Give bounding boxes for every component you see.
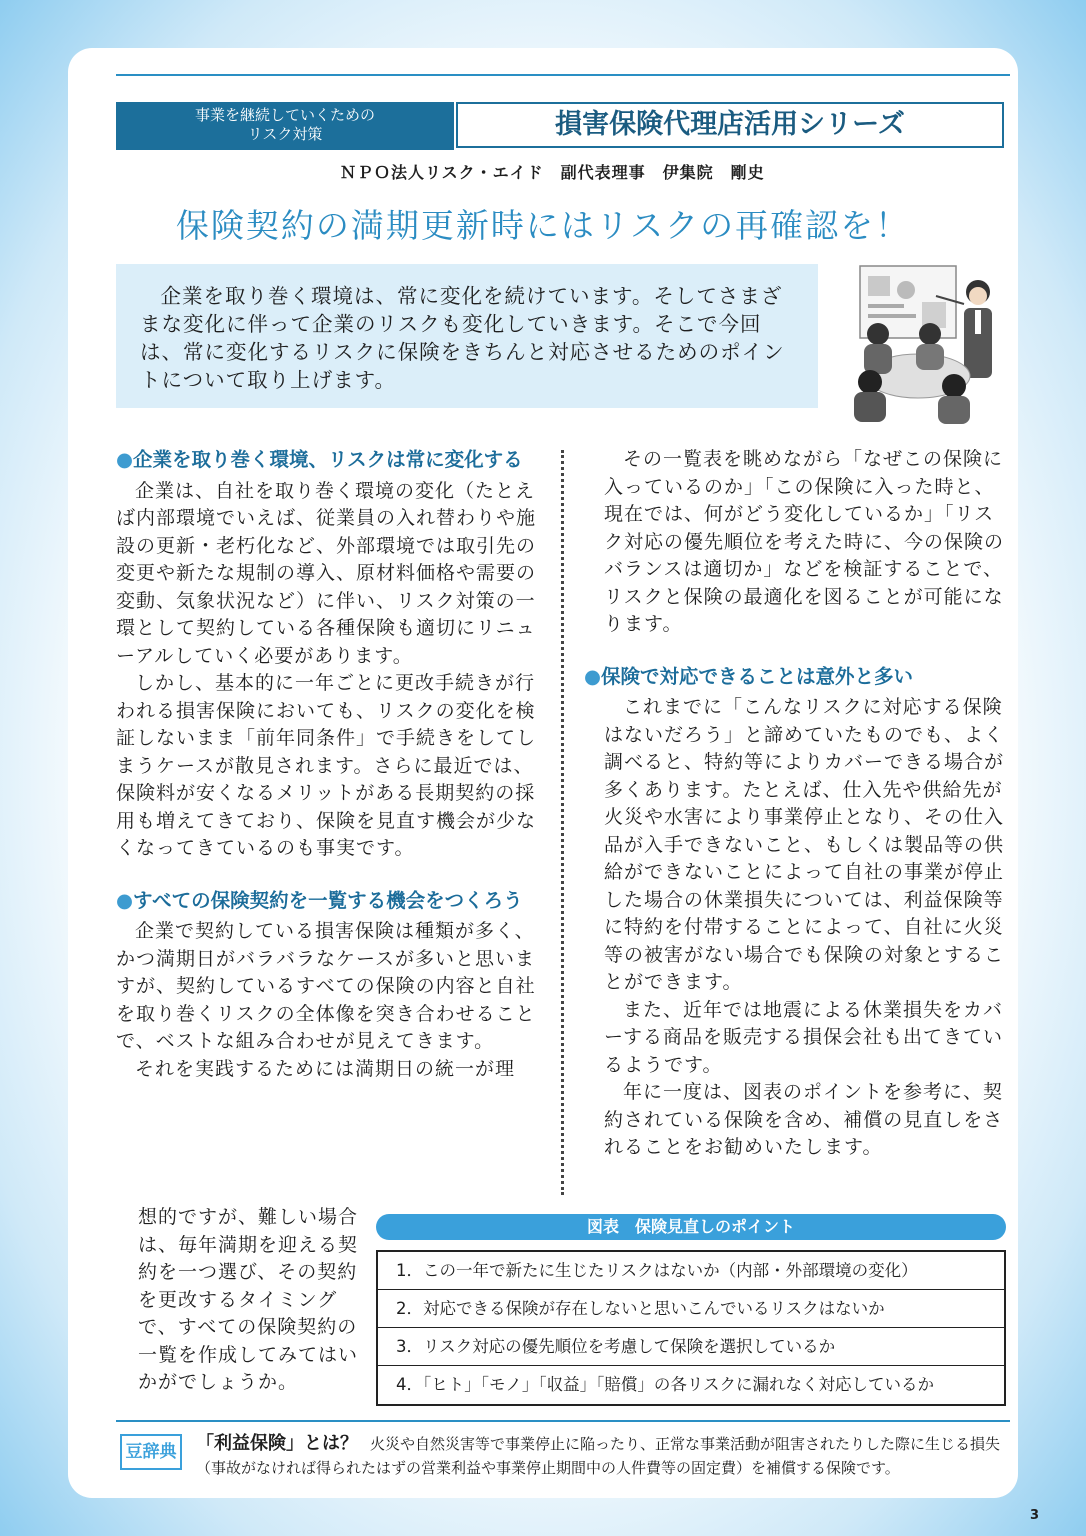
glossary-badge: 豆辞典 (120, 1434, 182, 1470)
section2-paragraph-1: 企業で契約している損害保険は種類が多く、かつ満期日がバラバラなケースが多いと思いますが、契約しているすべての保険の内容と自社を取り巻くリスクの全体像を突き合わせることで、ベストな組み合わせが見えてきます。 (116, 920, 536, 1052)
bullet-icon: ● (584, 664, 602, 688)
figure-title: 図表 保険見直しのポイント (376, 1214, 1006, 1240)
glossary-term: 「利益保険」とは？ (196, 1433, 358, 1454)
author-line: ＮＰＯ法人リスク・エイド 副代表理事 伊集院 剛史 (340, 163, 765, 182)
bullet-icon: ● (116, 888, 134, 912)
section1-paragraph-1: 企業は、自社を取り巻く環境の変化（たとえば内部環境でいえば、従業員の入れ替わりや施設の更新・老朽化など、外部環境では取引先の変更や新たな規制の導入、原材料価格や需要の変動、気象状況など）に伴い、リスク対策の一環として契約している各種保険も適切にリニューアルしていく必要があります。 (116, 479, 537, 667)
figure-row: 4．「ヒト」「モノ」「収益」「賠償」の各リスクに漏れなく対応しているか (396, 1375, 935, 1394)
left-column-continuation (138, 1204, 366, 1397)
glossary-definition: 火災や自然災害等で事業停止に陥ったり、正常な事業活動が阻害されたりした際に生じる損失（事故がなければ得られたはずの営業利益や事業停止期間中の人件費等の固定費）を補償する保険です。 (196, 1435, 1001, 1477)
section-heading-1 (116, 446, 544, 474)
intro-box (116, 264, 818, 408)
bullet-icon: ● (116, 448, 134, 471)
section1-paragraph-2: しかし、基本的に一年ごとに更改手続きが行われる損害保険においても、リスクの変化を検証しないまま「前年同条件」で手続きをしてしまうケースが散見されます。さらに最近では、保険料が安くなるメリットがある長期契約の採用も増えてきており、保険を見直す機会が少なくなってきているのも事実です。 (116, 672, 537, 859)
intro-text: 企業を取り巻く環境は、常に変化を続けています。そしてさまざまな変化に伴って企業のリスクも変化していきます。そこで今回は、常に変化するリスクに保険をきちんと対応させるためのポイントについて取り上げます。 (140, 284, 785, 392)
bottom-rule (116, 1420, 1010, 1422)
right-column (584, 446, 1008, 1162)
section2-paragraph-2a: それを実践するためには満期日の統一が理 (135, 1057, 516, 1080)
page-number: 3 (1030, 1508, 1040, 1523)
left-column (116, 446, 544, 1083)
section-heading-3 (584, 663, 1008, 691)
series-band (116, 102, 454, 150)
section-heading-2-text: すべての保険契約を一覧する機会をつくろう (133, 888, 523, 912)
series-title: 損害保険代理店活用シリーズ (456, 102, 1004, 148)
section2-paragraph-2b: 想的ですが、難しい場合は、毎年満期を迎える契約を一つ選び、その契約を更改するタイミングで、すべての保険契約の一覧を作成してみてはいかがでしょうか。 (138, 1206, 359, 1393)
top-rule (116, 74, 1010, 76)
figure-row: 1．この一年で新たに生じたリスクはないか（内部・外部環境の変化） (378, 1252, 1004, 1290)
meeting-illustration (846, 264, 1006, 424)
section3-paragraph-3: 年に一度は、図表のポイントを参考に、契約されている保険を含め、補償の見直しをされることをお勧めいたします。 (604, 1081, 1004, 1158)
figure-table (376, 1250, 1006, 1406)
section-heading-2 (116, 887, 544, 915)
figure-row: 3．リスク対応の優先順位を考慮して保険を選択しているか (378, 1328, 1004, 1366)
right-paragraph-1: その一覧表を眺めながら「なぜこの保険に入っているのか」「この保険に入った時と、現在では、何がどう変化しているか」「リスク対応の優先順位を考えた時に、今の保険のバランスは適切か」などを検証することで、リスクと保険の最適化を図ることが可能になります。 (604, 448, 1005, 635)
section-heading-3-text: 保険で対応できることは意外と多い (601, 664, 914, 688)
glossary-entry (196, 1432, 1008, 1480)
section3-paragraph-1: これまでに「こんなリスクに対応する保険はないだろう」と諦めていたものでも、よく調べると、特約等によりカバーできる場合が多くあります。たとえば、仕入先や供給先が火災や水害により事業停止となり、その仕入品が入手できないこと、もしくは製品等の供給ができないことによって自社の事業が停止した場合の休業損失については、利益保険等に特約を付帯することによって、自社に火災等の被害がない場合でも保険の対象とすることができます。 (604, 696, 1005, 993)
band-line-1: 事業を継続していくための (194, 106, 375, 124)
band-line-2: リスク対策 (247, 125, 323, 143)
section-heading-1-text: 企業を取り巻く環境、リスクは常に変化する (133, 448, 523, 471)
figure-row: 2．対応できる保険が存在しないと思いこんでいるリスクはないか (378, 1290, 1004, 1328)
column-divider (561, 450, 564, 1195)
section3-paragraph-2: また、近年では地震による休業損失をカバーする商品を販売する損保会社も出てきているようです。 (604, 998, 1004, 1076)
page-headline: 保険契約の満期更新時にはリスクの再確認を！ (175, 206, 911, 245)
